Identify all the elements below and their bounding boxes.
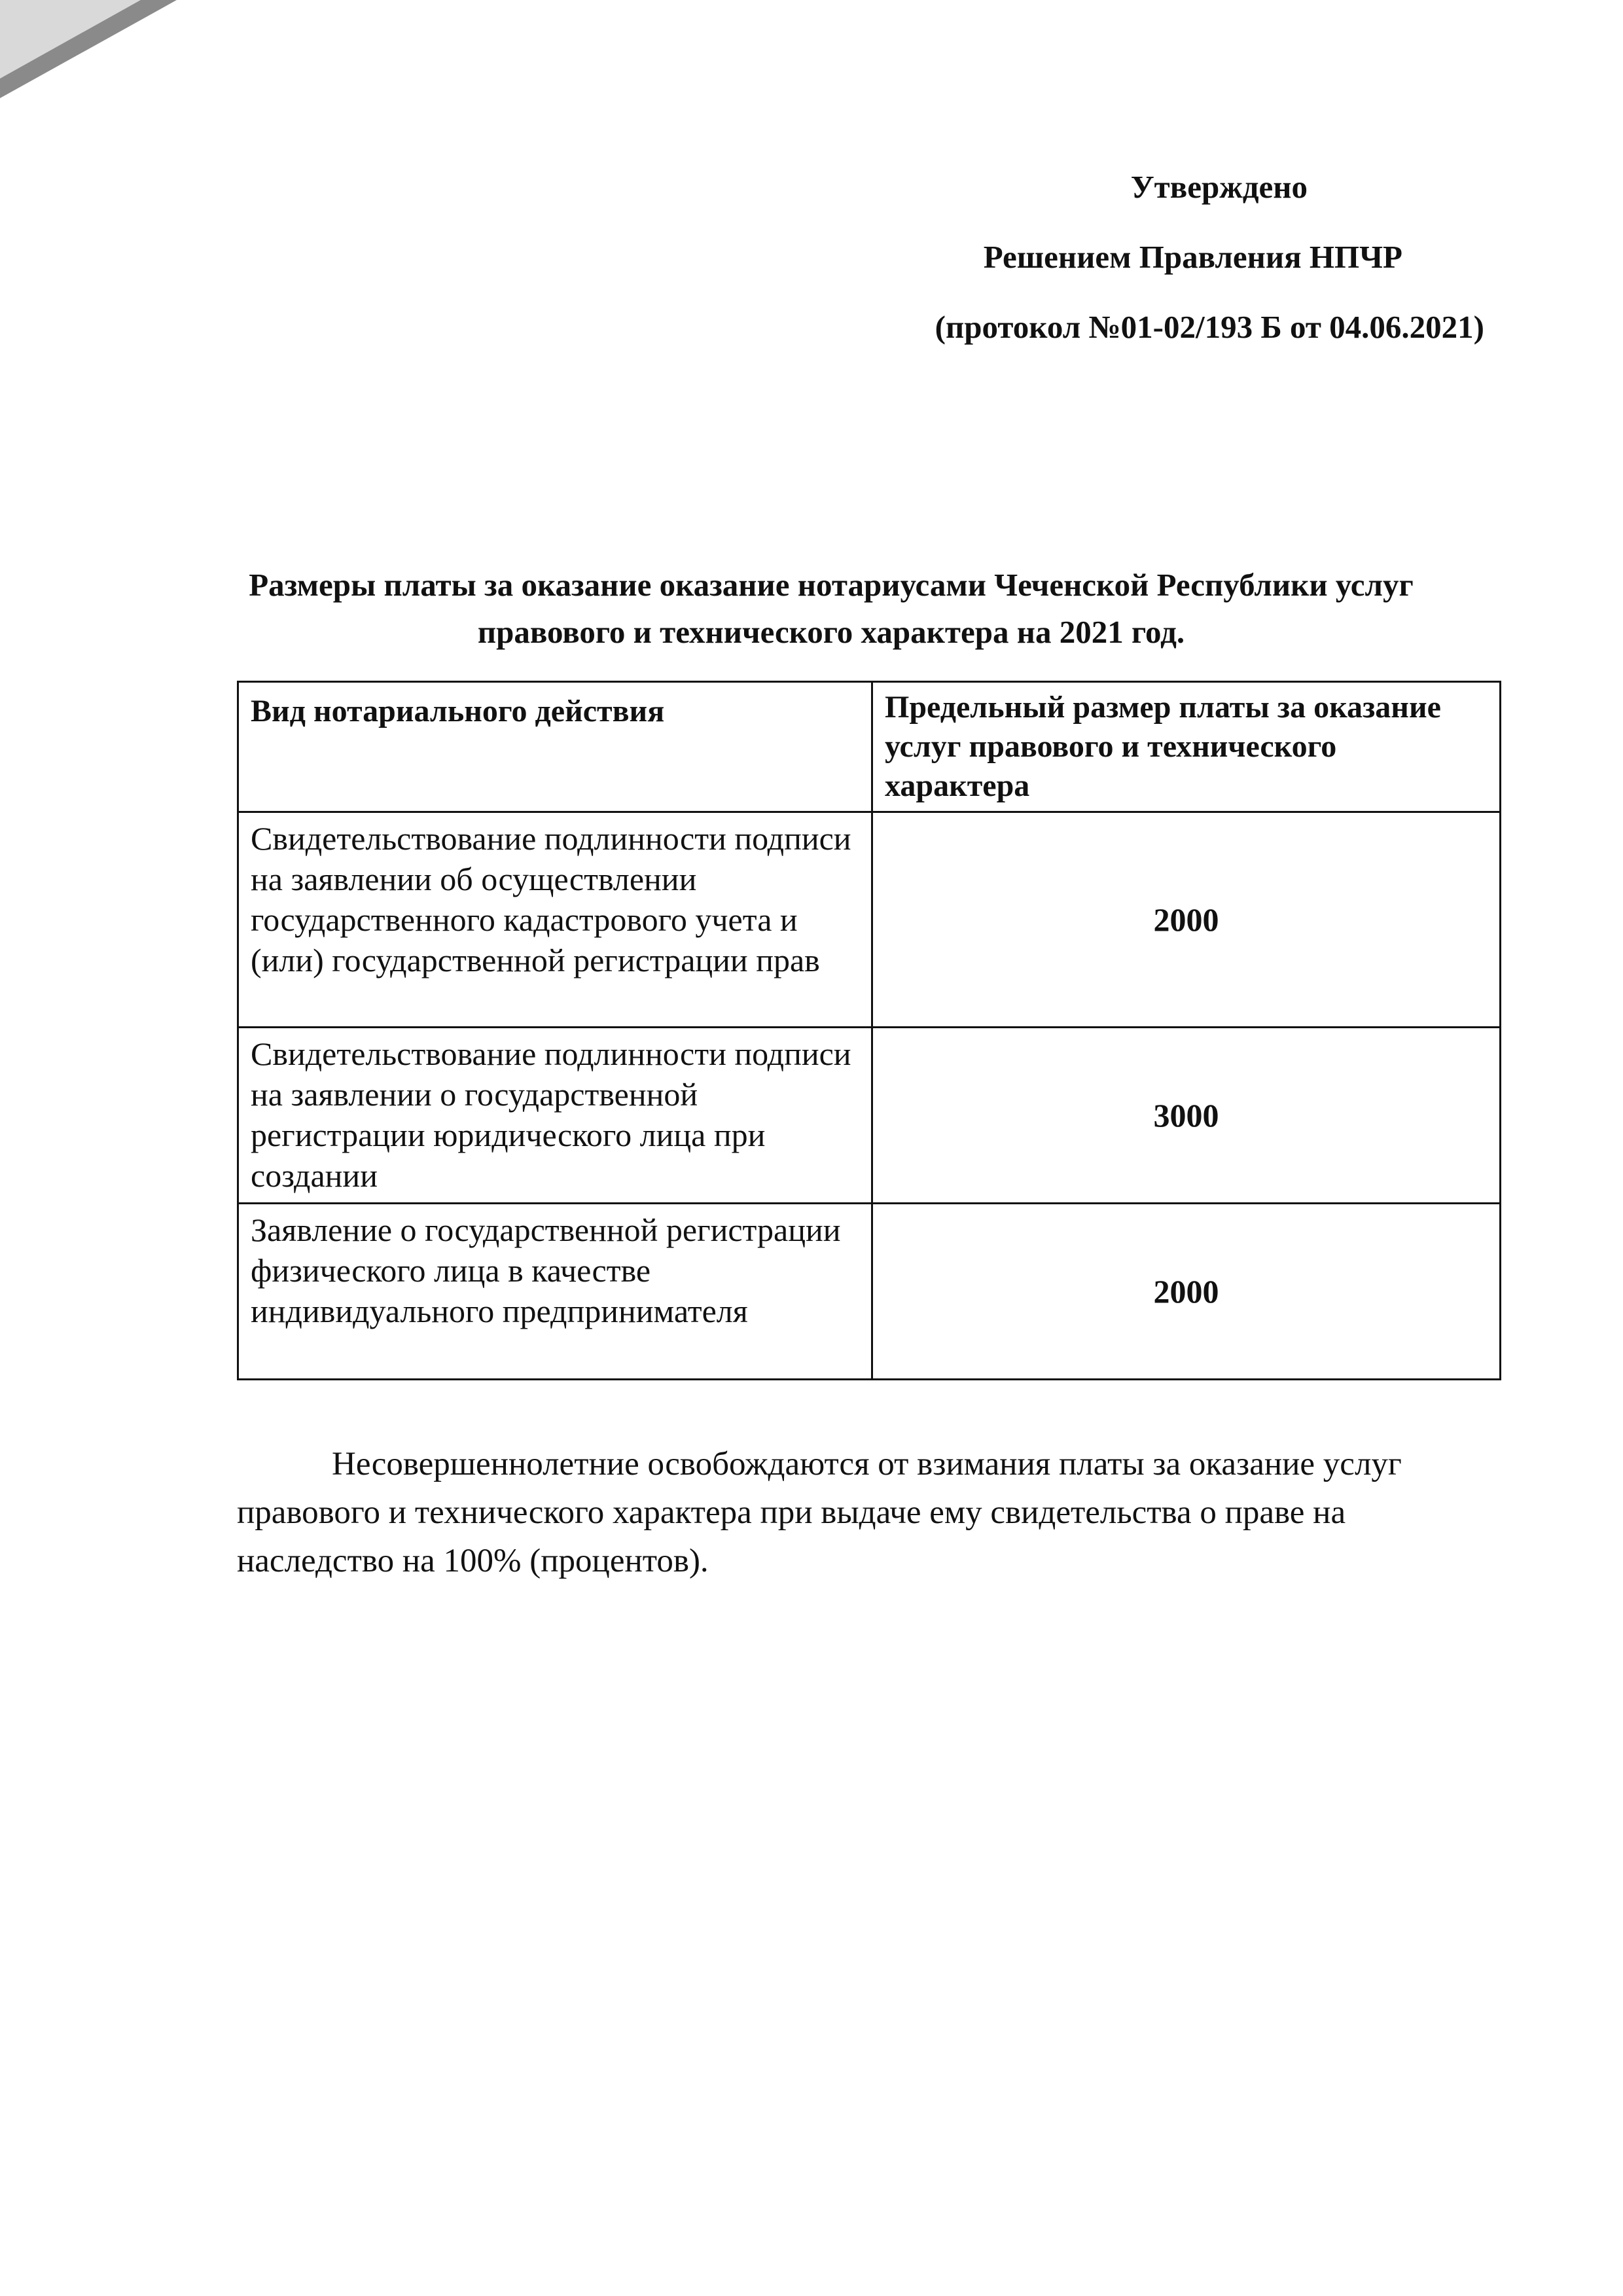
- action-cell: Свидетельствование подлинности подписи на заявлении об осуществлении государственного кадастрового учета и (или) государственной регистрации прав: [238, 812, 872, 1028]
- exemption-note: Несовершеннолетние освобождаются от взимания платы за оказание услуг правового и технического характера при выдаче ему свидетельства о праве на наследство на 100% (процентов).: [237, 1446, 1402, 1579]
- approval-line-3: (протокол №01-02/193 Б от 04.06.2021): [935, 309, 1484, 345]
- column-header-amount: Предельный размер платы за оказание услуг правового и технического характера: [872, 682, 1501, 812]
- fees-table: [237, 681, 1501, 1380]
- table-row: [238, 812, 1501, 1028]
- folded-corner-highlight: [0, 0, 141, 79]
- approval-line-2: Решением Правления НПЧР: [983, 239, 1402, 275]
- table-row: [238, 1028, 1501, 1204]
- table-header-row: [238, 682, 1501, 812]
- document-title: Размеры платы за оказание оказание нотариусами Чеченской Республики услуг правового и технического характера на 2021 год.: [249, 567, 1414, 650]
- amount-cell: 2000: [872, 812, 1501, 1028]
- amount-cell: 3000: [872, 1028, 1501, 1204]
- approval-line-1: Утверждено: [1130, 169, 1308, 205]
- action-cell: Свидетельствование подлинности подписи на заявлении о государственной регистрации юридического лица при создании: [238, 1028, 872, 1204]
- table-row: [238, 1204, 1501, 1380]
- column-header-action: Вид нотариального действия: [238, 682, 872, 812]
- action-cell: Заявление о государственной регистрации физического лица в качестве индивидуального предпринимателя: [238, 1204, 872, 1380]
- amount-cell: 2000: [872, 1204, 1501, 1380]
- approval-block: [935, 152, 1484, 362]
